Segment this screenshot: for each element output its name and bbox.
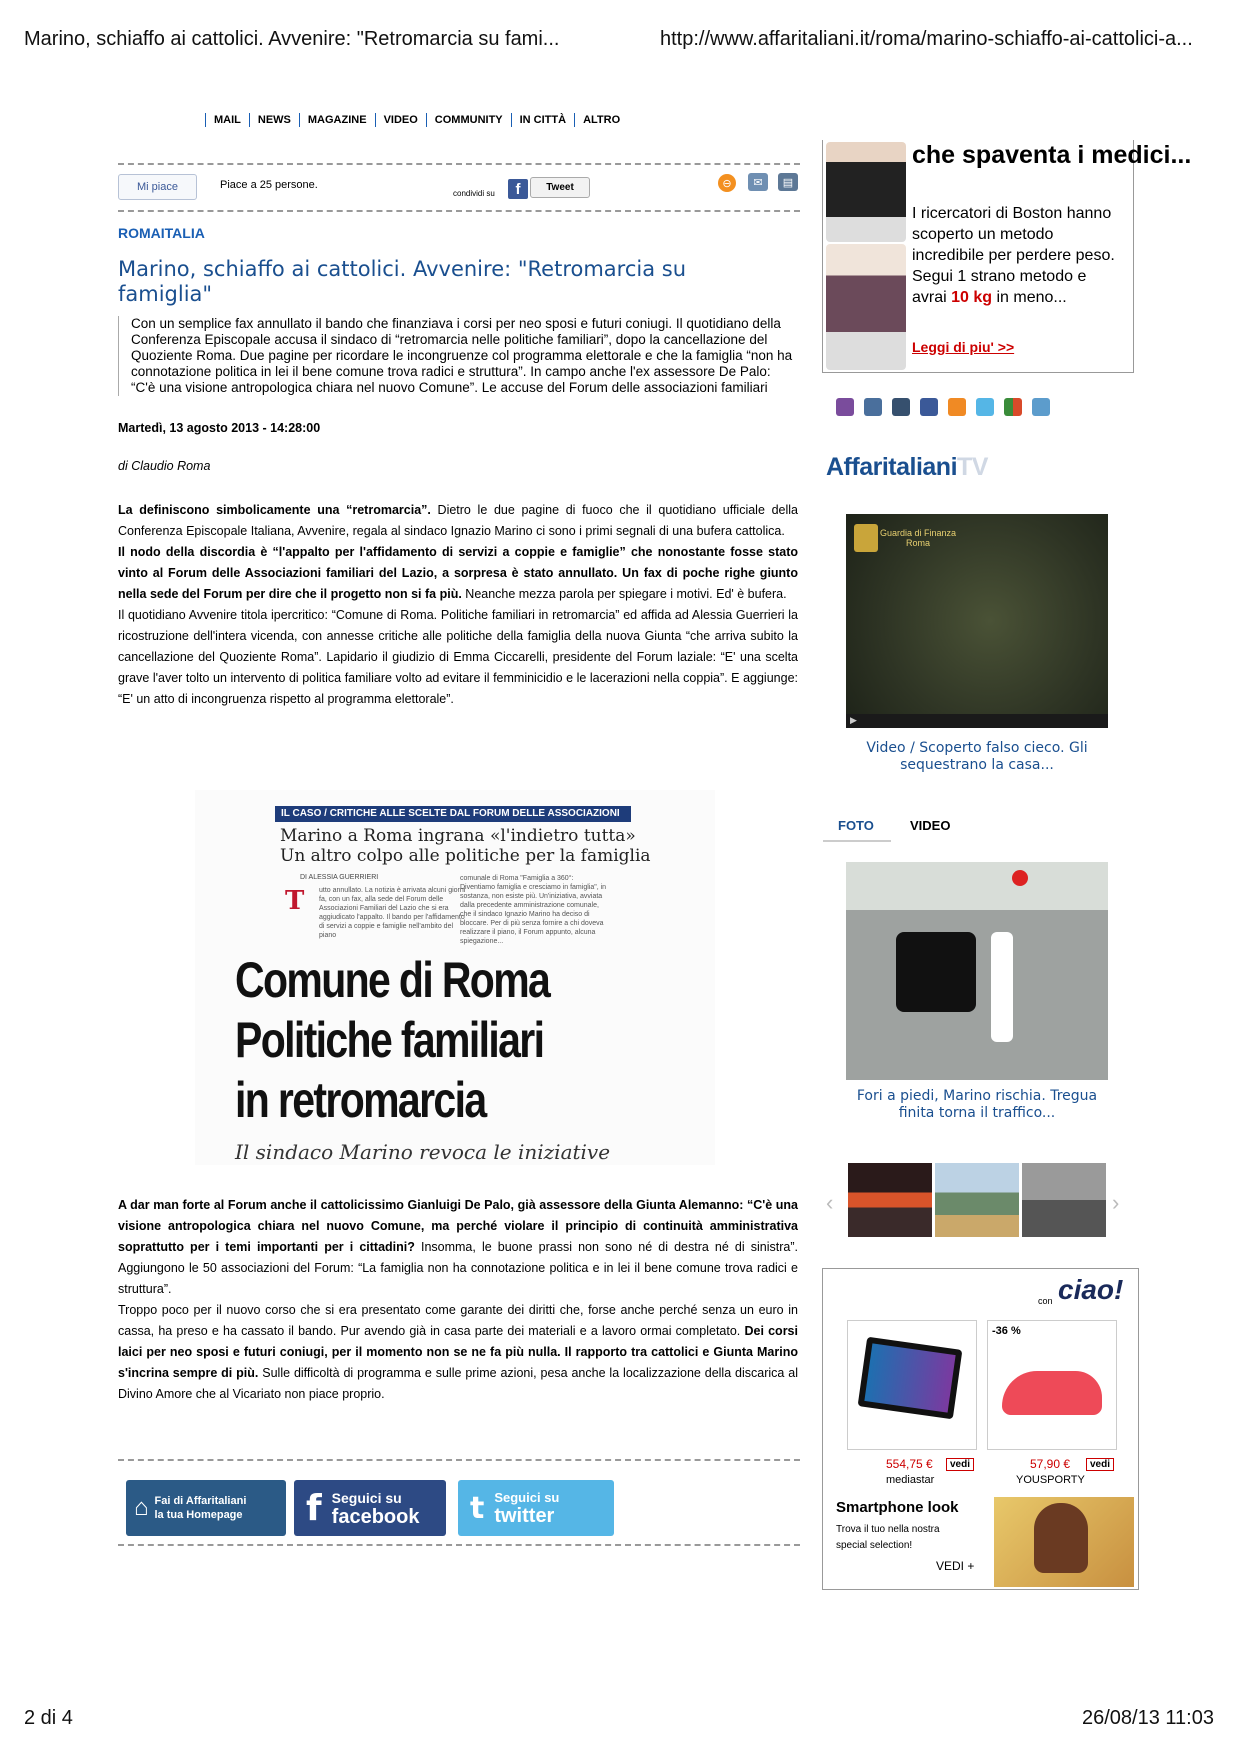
nav-separator (205, 113, 206, 127)
affaritaliani-tv-logo: AffaritalianiTV (826, 453, 988, 481)
traffic-sign-icon (1012, 870, 1028, 886)
google-icon[interactable] (1004, 398, 1022, 416)
nav-item-mail[interactable]: MAIL (214, 114, 241, 126)
nav-separator (574, 113, 575, 127)
paragraph: A dar man forte al Forum anche il cattolicissimo Gianluigi De Palo, già assessore della Giunta Alemanno: “C'è una visione antropologica chiara nel nuovo Comune, ma perché violare il principio di continuità amministrativa soprattutto per i temi importanti per i cittadini? Insomma, le buone prassi non sono né di destra né di sinistra”. Aggiungono le 50 associazioni del Forum: “La famiglia non ha connotazione politica e in lei il bene comune trova radici e struttura”. (118, 1198, 798, 1296)
vedi-button[interactable]: vedi (946, 1458, 974, 1471)
tablet-screen (864, 1343, 955, 1412)
promo-cta[interactable]: VEDI + (936, 1559, 975, 1573)
article-date: Martedì, 13 agosto 2013 - 14:28:00 (118, 421, 321, 435)
paragraph: La definiscono simbolicamente una “retromarcia”. Dietro le due pagine di fuoco che il quotidiano ufficiale della Conferenza Episcopale Italiana, Avvenire, regala al sindaco Ignazio Marino ci sono i primi segnali di una bufera cattolica. (118, 503, 798, 538)
facebook-follow-button[interactable] (294, 1480, 446, 1536)
after-photo (826, 244, 906, 370)
facebook-share-icon[interactable]: f (508, 179, 528, 199)
divider (118, 163, 800, 165)
tv-overlay-text: Guardia di Finanza Roma (880, 528, 957, 548)
clipping-column: comunale di Roma "Famiglia a 360°: Diventiamo famiglia e cresciamo in famiglia", in sostanza, non esiste più. Un'iniziativa, avviata dalla precedente amministrazione comunale, che il sindaco Ignazio Marino ha deciso di bloccare. Per di più senza fornire a chi doveva realizzare il piano, il Forum appunto, alcuna spiegazione... (460, 875, 607, 945)
rss-icon[interactable] (948, 398, 966, 416)
promo-title[interactable]: Smartphone look (836, 1499, 959, 1516)
tab-foto[interactable]: FOTO (838, 818, 874, 833)
nav-item-magazine[interactable]: MAGAZINE (307, 114, 367, 126)
foto-caption[interactable]: Fori a piedi, Marino rischia. Tregua finita torna il traffico... (856, 1088, 1098, 1121)
email-icon[interactable]: ✉ (748, 173, 768, 191)
product-store[interactable]: YOUSPORTY (1016, 1474, 1085, 1486)
tweet-button[interactable] (530, 177, 590, 198)
twitter-follow-button[interactable] (458, 1480, 614, 1536)
print-icon[interactable]: ⊖ (718, 174, 736, 192)
nav-separator (426, 113, 427, 127)
homepage-label: Fai di Affaritaliani la tua Homepage (154, 1495, 247, 1521)
article-body-top (118, 500, 798, 710)
shoe-image (1002, 1371, 1102, 1415)
like-count: Piace a 25 persone. (220, 179, 318, 191)
product-price: 554,75 € (886, 1457, 933, 1471)
twitter-icon: t (470, 1490, 485, 1526)
article-author: di Claudio Roma (118, 459, 211, 473)
before-photo (826, 142, 906, 242)
divider (118, 1544, 800, 1546)
officer-shape (991, 932, 1013, 1042)
like-button[interactable] (118, 174, 197, 200)
newsletter-icon[interactable] (864, 398, 882, 416)
nav-separator (375, 113, 376, 127)
home-icon: ⌂ (134, 1494, 149, 1521)
ciao-logo[interactable]: ciao! (1058, 1274, 1124, 1305)
tv-video-caption[interactable]: Video / Scoperto falso cieco. Gli sequestrano la casa... (866, 740, 1088, 773)
share-label: condividi su (453, 189, 495, 198)
mobile-icon[interactable] (836, 398, 854, 416)
clipping-byline: DI ALESSIA GUERRIERI (300, 874, 379, 881)
nav-item-news[interactable]: NEWS (257, 114, 291, 126)
thumbnail-riot[interactable] (1022, 1163, 1106, 1237)
product-shoe[interactable] (987, 1320, 1117, 1450)
thumbnail-concert[interactable] (848, 1163, 932, 1237)
nav-separator (249, 113, 250, 127)
print-page-url: http://www.affaritaliani.it/roma/marino-schiaffo-ai-cattolici-a... (660, 28, 1193, 50)
print-datetime: 26/08/13 11:03 (1082, 1707, 1214, 1729)
play-icon[interactable]: ▶ (850, 715, 857, 725)
print-page-number: 2 di 4 (24, 1707, 73, 1729)
ciao-logo-prefix: con (1038, 1296, 1053, 1306)
print-page-title: Marino, schiaffo ai cattolici. Avvenire: "Retromarcia su fami... (24, 28, 560, 50)
network-icon[interactable] (1032, 398, 1050, 416)
paragraph: Il quotidiano Avvenire titola ipercritico: “Comune di Roma. Politiche familiari in retromarcia” ed affida ad Alessia Guerrieri la ricostruzione dell'intera vicenda, con annesse critiche alle politiche della famiglia della nuova Giunta “che arriva subito la cancellazione del Quoziente Roma”. Lapidario il giudizio di Emma Ciccarelli, presidente del Forum laziale: “E' una scelta grave l'aver tolto un intervento di politica familiare volto ad evitare il femminicidio e le lacerazioni nella coppia”. E aggiunge: “E' un atto di incongruenza rispetto al programma elettorale”. (118, 608, 798, 706)
clipping-section-bar: IL CASO / CRITICHE ALLE SCELTE DAL FORUM DELLE ASSOCIAZIONI (275, 806, 631, 822)
like-button-label: Mi piace (137, 181, 178, 193)
tablet-icon[interactable] (892, 398, 910, 416)
homepage-button[interactable] (126, 1480, 286, 1536)
facebook-icon: f (306, 1487, 322, 1529)
facebook-icon[interactable] (920, 398, 938, 416)
twitter-icon[interactable] (976, 398, 994, 416)
promo-photo[interactable] (994, 1497, 1134, 1587)
divider (118, 1459, 800, 1461)
video-controls-bar[interactable] (846, 714, 1108, 728)
nav-item-in-citta[interactable]: IN CITTÀ (519, 114, 567, 126)
nav-separator (511, 113, 512, 127)
tab-underline (823, 840, 891, 842)
twitter-follow-label: Seguici su twitter (494, 1490, 560, 1527)
nav-item-video[interactable]: VIDEO (383, 114, 418, 126)
promo-text: Trova il tuo nella nostra special selection! (836, 1524, 940, 1551)
thumbnail-beach[interactable] (935, 1163, 1019, 1237)
tab-video[interactable]: VIDEO (910, 818, 951, 833)
clipping-column: utto annullato. La notizia è arrivata alcuni giorni fa, con un fax, alla sede del Forum delle Associazioni Familiari del Lazio che si era aggiudicato l'appalto. Il bando per l'affidamento di servizi a coppie e famiglie nell'ambito del piano (319, 887, 466, 939)
clipping-headline: Comune di Roma Politiche familiari in retromarcia (235, 952, 550, 1128)
sidebar-ad-text: I ricercatori di Boston hanno scoperto un metodo incredibile per perdere peso. Segui 1 strano metodo e avrai 10 kg in meno... (912, 205, 1115, 306)
product-tablet[interactable] (847, 1320, 977, 1450)
printer-icon[interactable]: ▤ (778, 173, 798, 191)
article-body-bottom (118, 1195, 798, 1405)
paragraph: Il nodo della discordia è “l'appalto per l'affidamento di servizi a coppie e famiglie” che nonostante fosse stato vinto al Forum delle Associazioni familiari del Lazio, a sorpresa è stato annullato. Un fax di poche righe giunto nella sede del Forum per dire che il progetto non si fa più. Neanche mezza parola per spiegare i motivi. Ed' è bufera. (118, 545, 798, 601)
facebook-follow-label: Seguici su facebook (331, 1489, 420, 1528)
newspaper-clipping-image (195, 790, 715, 1165)
divider (118, 210, 800, 212)
discount-badge: -36 % (992, 1325, 1021, 1337)
carousel-prev-icon[interactable]: ‹ (826, 1190, 834, 1215)
car-shape (896, 932, 976, 1012)
article-summary: Con un semplice fax annullato il bando che finanziava i corsi per neo sposi e futuri coniugi. Il quotidiano della Conferenza Episcopale accusa il sindaco di “retromarcia nelle politiche familiari”, dopo la cancellazione del Quoziente Roma. Due pagine per ricordare le incongruenze col programma elettorale e che la famiglia “non ha connotazione politica in lei il bene comune trova radici e struttura”. In campo anche l'ex assessore De Palo: “C'è una visione antropologica chiara nel nuovo Comune”. Le accuse del Forum delle associazioni familiari (118, 316, 797, 396)
clipping-italic-line: Il sindaco Marino revoca le iniziative (235, 1140, 611, 1164)
article-title: Marino, schiaffo ai cattolici. Avvenire: "Retromarcia su famiglia" (118, 257, 687, 306)
tweet-button-label: Tweet (546, 182, 574, 193)
foto-image[interactable] (846, 862, 1108, 1080)
sidebar-ad-link[interactable]: Leggi di piu' >> (912, 339, 1015, 355)
article-category[interactable]: ROMAITALIA (118, 225, 205, 241)
nav-item-altro[interactable]: ALTRO (583, 114, 621, 126)
nav-item-community[interactable]: COMMUNITY (434, 114, 503, 126)
nav-separator (299, 113, 300, 127)
clipping-subtitle: Marino a Roma ingrana «l'indietro tutta» Un altro colpo alle politiche per la famiglia (280, 826, 651, 866)
product-store[interactable]: mediastar (886, 1474, 935, 1486)
paragraph: Troppo poco per il nuovo corso che si era presentato come garante dei diritti che, forse anche perché senza un euro in cassa, ha preso e ha cassato il bando. Pur avendo già in casa parte dei materiali e a lavoro ormai completato. Dei corsi laici per neo sposi e futuri coniugi, per il momento non se ne fa più nulla. Il rapporto tra cattolici e Giunta Marino s'incrina sempre di più. Sulle difficoltà di programma e sulle prime azioni, pesa anche la localizzazione della discarica al Divino Amore che al Vicariato non piace proprio. (118, 1303, 798, 1401)
vedi-button[interactable]: vedi (1086, 1458, 1114, 1471)
carousel-next-icon[interactable]: › (1112, 1190, 1120, 1215)
tablet-image (858, 1337, 963, 1420)
tv-video-player[interactable] (846, 514, 1108, 728)
sidebar-ad-title[interactable]: che spaventa i medici... (912, 141, 1192, 169)
guardia-finanza-emblem (854, 524, 878, 552)
woman-figure (1034, 1503, 1088, 1573)
top-nav (197, 113, 620, 127)
product-price: 57,90 € (1030, 1457, 1071, 1471)
clipping-drop-cap: T (285, 886, 305, 916)
